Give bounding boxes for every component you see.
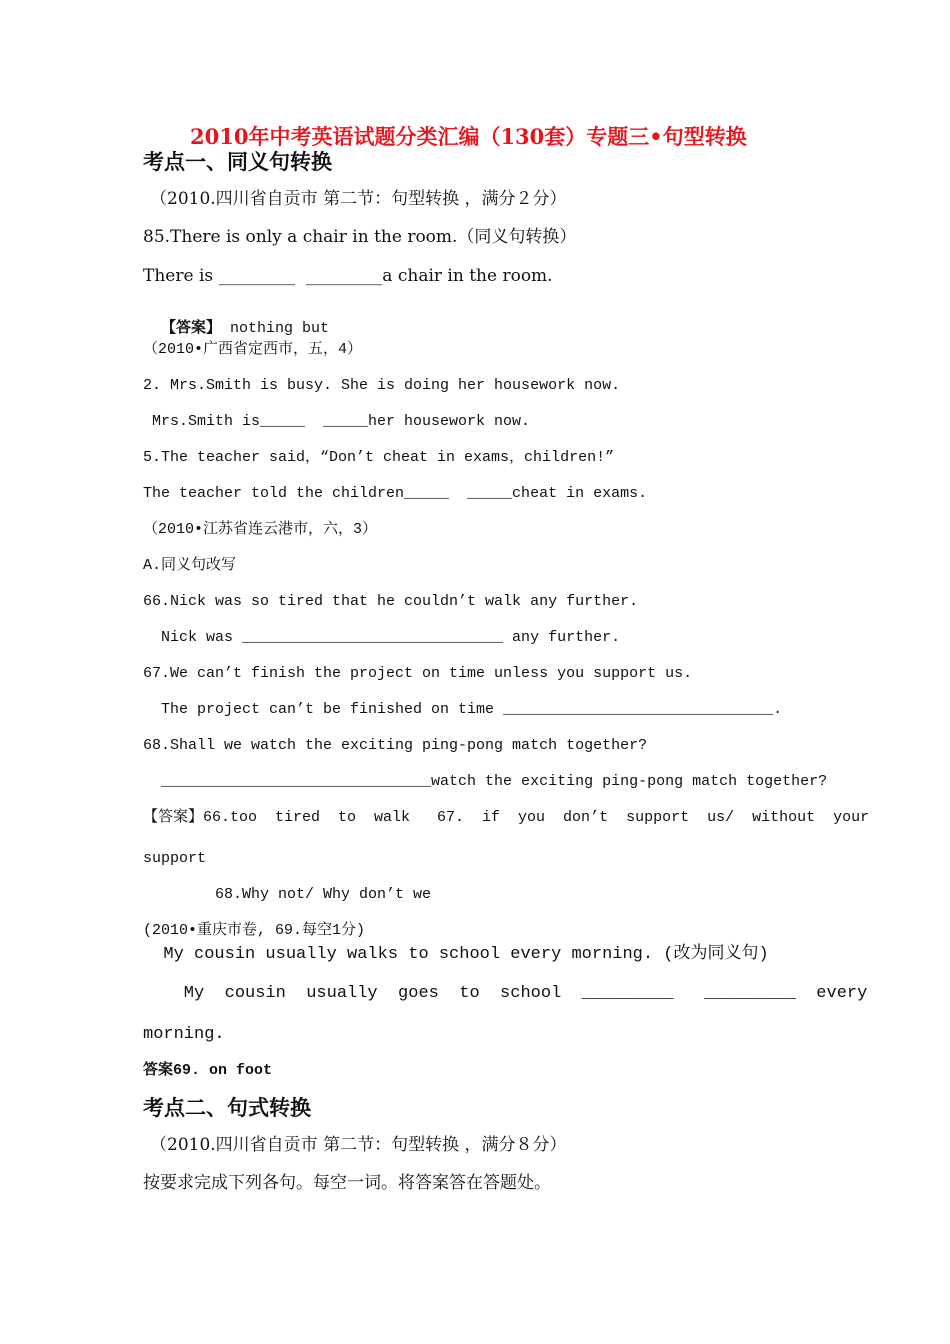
answer-label: 【答案】 bbox=[161, 320, 222, 337]
answer-line-continued: 68.Why not/ Why don’t we bbox=[143, 886, 432, 903]
answer-line bbox=[143, 306, 329, 336]
answer-blank-line-continued: morning. bbox=[143, 1025, 225, 1044]
answer-value: nothing but bbox=[221, 320, 330, 337]
question-line: 5.The teacher said，“Don’t cheat in exams，children!” bbox=[143, 449, 615, 466]
question-line: 68.Shall we watch the exciting ping-pong match together? bbox=[143, 737, 648, 754]
answer-blank-line: Mrs.Smith is_____ _____her housework now. bbox=[143, 413, 531, 430]
question-line: 66.Nick was so tired that he couldn’t walk any further. bbox=[143, 593, 639, 610]
section-heading: 考点一、同义句转换 bbox=[143, 149, 332, 174]
answer-blank-line: My cousin usually goes to school _________ _________ every bbox=[143, 984, 868, 1003]
answer-line: 【答案】66.too tired to walk 67. if you don’t support us/ without your bbox=[143, 809, 870, 826]
source-line: （2010.四川省自贡市 第二节：句型转换 ，满分８分） bbox=[150, 1135, 567, 1155]
question-line: My cousin usually walks to school every morning. (改为同义句) bbox=[143, 945, 769, 964]
answer-blank-line: ______________________________watch the exciting ping-pong match together? bbox=[143, 773, 828, 790]
answer-line: 答案69. on foot bbox=[143, 1062, 273, 1079]
answer-line-continued: support bbox=[143, 850, 207, 867]
answer-blank-line: The teacher told the children_____ _____cheat in exams. bbox=[143, 485, 648, 502]
source-line: （2010•广西省定西市，五，4） bbox=[143, 341, 363, 358]
source-line: (2010•重庆市卷, 69.每空1分) bbox=[143, 922, 366, 939]
question-line: 67.We can’t finish the project on time unless you support us. bbox=[143, 665, 693, 682]
question-line: 85.There is only a chair in the room.（同义句转换） bbox=[143, 227, 577, 247]
source-line: （2010.四川省自贡市 第二节：句型转换 ，满分２分） bbox=[150, 189, 567, 209]
answer-blank-line: There is _________ _________a chair in the room. bbox=[143, 266, 553, 286]
source-line: （2010•江苏省连云港市，六，3） bbox=[143, 521, 378, 538]
subsection-label: A.同义句改写 bbox=[143, 557, 237, 574]
instruction-line: 按要求完成下列各句。每空一词。将答案答在答题处。 bbox=[143, 1173, 551, 1193]
question-line: 2. Mrs.Smith is busy. She is doing her housework now. bbox=[143, 377, 621, 394]
answer-blank-line: Nick was _____________________________ any further. bbox=[143, 629, 621, 646]
answer-blank-line: The project can’t be finished on time ______________________________. bbox=[143, 701, 783, 718]
page-title: 2010年中考英语试题分类汇编（130套）专题三•句型转换 bbox=[190, 124, 747, 149]
section-heading: 考点二、句式转换 bbox=[143, 1095, 311, 1120]
